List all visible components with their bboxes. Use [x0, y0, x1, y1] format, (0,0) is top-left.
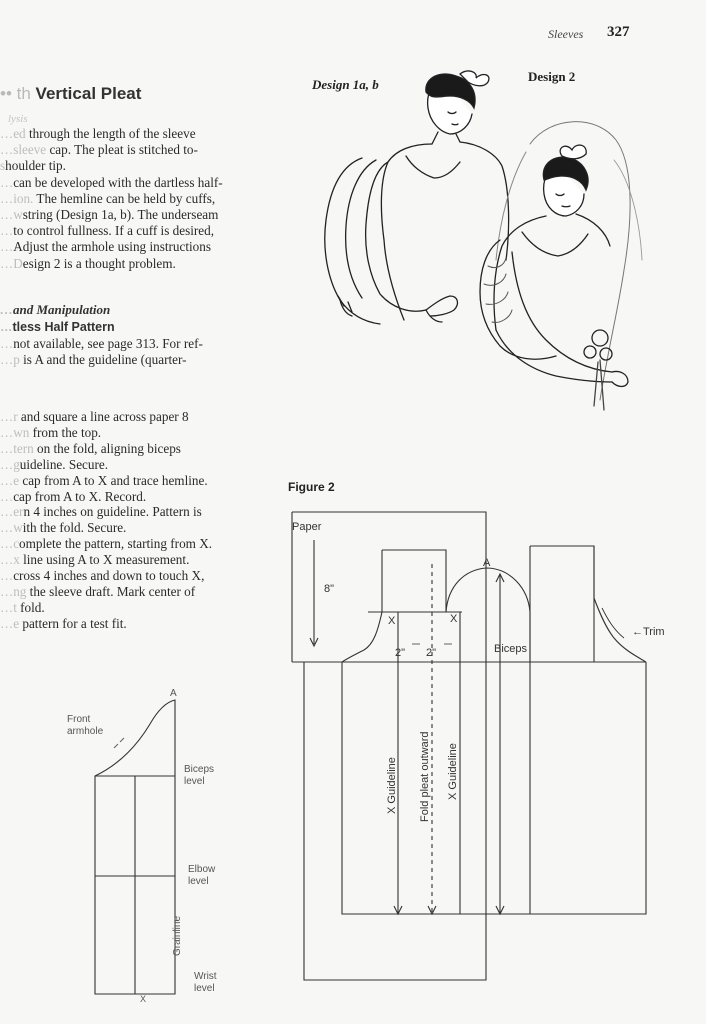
- fold-pleat-label: Fold pleat outward: [419, 731, 431, 822]
- step-line: [0, 441, 212, 457]
- step-line-faint: …t: [0, 599, 21, 615]
- step-line: [0, 473, 212, 489]
- step-line-text: the sleeve draft. Mark center of: [29, 583, 196, 599]
- reference-paragraph: [0, 336, 203, 368]
- reference-line-text: is A and the guideline (quarter-: [23, 352, 187, 368]
- step-line-text: ith the fold. Secure.: [22, 520, 127, 536]
- step-line-text: n 4 inches on guideline. Pattern is: [23, 504, 202, 520]
- biceps-level-label: Biceps: [184, 764, 215, 775]
- title-faint: th: [16, 84, 31, 103]
- subheading-faint: …: [0, 302, 13, 317]
- front-armhole-label: Front: [67, 714, 91, 725]
- step-line: [0, 504, 212, 520]
- half-pattern-cap-curve: [95, 700, 175, 776]
- step-line-text: and square a line across paper 8: [20, 409, 189, 424]
- intro-line-faint: s: [0, 158, 6, 174]
- analysis-label: lysis: [8, 113, 28, 125]
- step-line: [0, 536, 212, 552]
- two-inch-right-label: 2": [426, 647, 437, 659]
- step-line-text: pattern for a test fit.: [22, 615, 127, 631]
- step-line-faint: …ng: [0, 583, 30, 599]
- title-faint-prefix: ••: [0, 84, 17, 103]
- intro-line-text: string (Design 1a, b). The underseam: [22, 207, 219, 223]
- reference-line-text: not available, see page 313. For ref-: [13, 336, 203, 351]
- flower-icon: [592, 330, 608, 346]
- intro-line-text: Adjust the armhole using instructions: [13, 239, 211, 255]
- section-title: [0, 84, 141, 104]
- figure-2-label: Figure 2: [288, 480, 335, 494]
- half-pattern-diagram: [60, 684, 250, 1004]
- step-line: [0, 584, 212, 600]
- intro-line-faint: …: [0, 174, 14, 190]
- biceps-level-label-2: level: [184, 776, 205, 787]
- intro-line-text: through the length of the sleeve: [28, 126, 196, 141]
- subheading-text: and Manipulation: [13, 302, 111, 317]
- two-inch-left-label: 2": [395, 647, 406, 659]
- step-line-faint: …: [0, 568, 14, 584]
- intro-line-faint: …ed: [0, 126, 29, 141]
- intro-line-faint: …w: [0, 207, 23, 223]
- fig2-point-a: A: [483, 557, 491, 569]
- step-line-faint: …g: [0, 456, 20, 472]
- intro-line-faint: …ion.: [0, 190, 37, 206]
- paper-label: Paper: [292, 521, 322, 533]
- x-guideline-right-label: X Guideline: [447, 743, 459, 800]
- step-line-text: fold.: [20, 599, 45, 615]
- design2-bow-icon: [560, 145, 586, 159]
- grainline-label: Grainline: [172, 915, 183, 956]
- step-line: [0, 489, 212, 505]
- step-line-text: uideline. Secure.: [19, 456, 109, 472]
- step-line-text: cap from A to X and trace hemline.: [22, 472, 208, 488]
- intro-line-text: to control fullness. If a cuff is desired,: [13, 223, 215, 239]
- intro-line-text: can be developed with the dartless half-: [13, 174, 223, 190]
- step-line: [0, 616, 212, 632]
- subheading-manipulation: [0, 302, 110, 318]
- title-main: Vertical Pleat: [30, 84, 142, 103]
- step-line-faint: …x: [0, 552, 24, 568]
- step-line: [0, 409, 212, 425]
- subheading2-text: tless Half Pattern: [12, 320, 115, 334]
- reference-line-faint: …p: [0, 352, 24, 368]
- step-line: [0, 552, 212, 568]
- step-line-faint: …r: [0, 409, 21, 424]
- right-cap-piece: [530, 546, 646, 662]
- intro-line-faint: …: [0, 239, 14, 255]
- design-1-label: Design 1a, b: [312, 77, 379, 92]
- page-number: 327: [607, 24, 630, 40]
- step-line-faint: …wn: [0, 424, 33, 440]
- elbow-level-label-2: level: [188, 876, 209, 887]
- fashion-illustration: [300, 70, 660, 420]
- intro-paragraph: [0, 126, 292, 272]
- running-header-section: Sleeves: [548, 27, 584, 41]
- subheading-half-pattern: [0, 320, 115, 334]
- step-line: [0, 600, 212, 616]
- fig2-biceps-label: Biceps: [494, 643, 528, 655]
- intro-line: [0, 223, 292, 239]
- intro-line-faint: …sleeve: [0, 142, 50, 158]
- step-line-faint: …er: [0, 504, 24, 520]
- fig2-point-x-right: X: [450, 613, 458, 625]
- reference-line: [0, 352, 203, 368]
- intro-line-text: esign 2 is a thought problem.: [22, 255, 176, 271]
- step-line-faint: …: [0, 488, 14, 504]
- intro-line-faint: …D: [0, 255, 23, 271]
- intro-line-text: houlder tip.: [5, 158, 66, 174]
- intro-line-faint: …: [0, 223, 14, 239]
- intro-line: [0, 175, 292, 191]
- trim-label: ←Trim: [632, 626, 665, 638]
- point-x-label: X: [140, 994, 147, 1004]
- step-line: [0, 520, 212, 536]
- step-line: [0, 425, 212, 441]
- intro-line: [0, 158, 292, 174]
- step-line-text: cross 4 inches and down to touch X,: [13, 568, 205, 584]
- elbow-level-label: Elbow: [188, 864, 216, 875]
- front-armhole-label-2: armhole: [67, 726, 104, 737]
- subheading2-faint: …: [0, 320, 13, 334]
- step-line-faint: …w: [0, 520, 23, 536]
- wrist-level-label-2: level: [194, 983, 215, 994]
- step-line-text: line using A to X measurement.: [23, 552, 190, 568]
- step-line-text: omplete the pattern, starting from X.: [19, 536, 213, 552]
- intro-line: [0, 142, 292, 158]
- design-2-label: Design 2: [528, 69, 576, 84]
- step-line-text: from the top.: [32, 424, 102, 440]
- x-guideline-left-label: X Guideline: [386, 757, 398, 814]
- wrist-level-label: Wrist: [194, 971, 217, 982]
- reference-line: [0, 336, 203, 352]
- step-line-text: on the fold, aligning biceps: [37, 440, 181, 456]
- intro-line: [0, 207, 292, 223]
- step-line-faint: …tern: [0, 440, 37, 456]
- point-a-label: A: [170, 688, 177, 699]
- left-slash-strip: [382, 550, 446, 612]
- figure-2-pattern-diagram: [284, 504, 694, 984]
- step-line: [0, 568, 212, 584]
- reference-line-faint: …: [0, 336, 14, 351]
- intro-line: [0, 256, 292, 272]
- intro-line-text: cap. The pleat is stitched to-: [49, 142, 198, 158]
- eight-inch-label: 8": [324, 583, 335, 595]
- fig2-point-x-left: X: [388, 615, 396, 627]
- step-line-faint: …e: [0, 472, 23, 488]
- intro-line-text: The hemline can be held by cuffs,: [36, 190, 216, 206]
- instruction-steps: [0, 409, 212, 632]
- step-line-text: cap from A to X. Record.: [13, 488, 147, 504]
- intro-line: [0, 191, 292, 207]
- intro-line: [0, 126, 292, 142]
- step-line: [0, 457, 212, 473]
- step-line-faint: …e: [0, 615, 23, 631]
- step-line-faint: …c: [0, 536, 20, 552]
- intro-line: [0, 239, 292, 255]
